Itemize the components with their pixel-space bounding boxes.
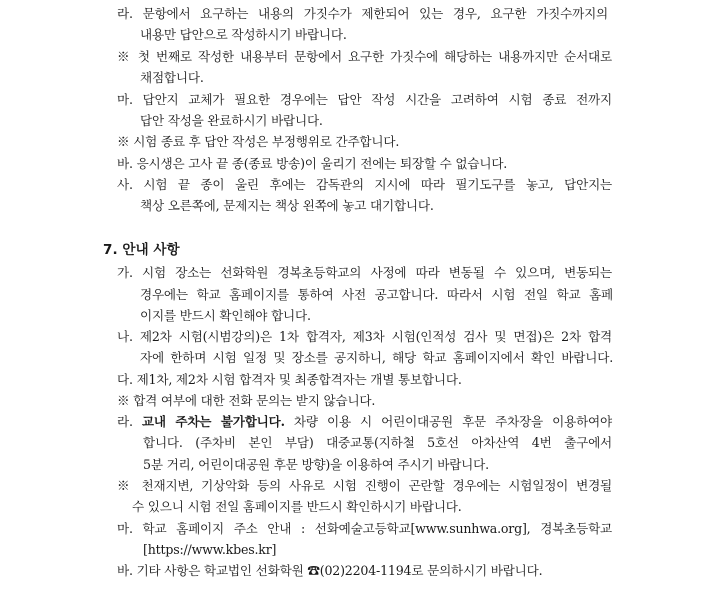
s7-ma-line1: 마. 학교 홈페이지 주소 안내 : 선화예술고등학교[www.sunhwa.org], 경복초등학교 — [117, 521, 612, 536]
s7-note-weather-line1: ※ 천재지변, 기상악화 등의 사유로 시험 진행이 곤란할 경우에는 시험일정이 변경될 — [117, 478, 612, 493]
s7-note-phone: ※ 합격 여부에 대한 전화 문의는 받지 않습니다. — [117, 393, 376, 408]
s7-ga-line3: 이지를 반드시 확인해야 합니다. — [140, 308, 311, 323]
s7-ra-prefix: 라. — [117, 414, 142, 429]
s7-ra-line2: 합니다. (주차비 본인 부담) 대중교통(지하철 5호선 아차산역 4번 출구에서 — [143, 435, 612, 450]
note-cheating: ※ 시험 종료 후 답안 작성은 부정행위로 간주합니다. — [117, 134, 400, 149]
item-ba: 바. 응시생은 고사 끝 종(종료 방송)이 울리기 전에는 퇴장할 수 없습니다. — [117, 156, 508, 171]
item-ma-line2: 답안 작성을 완료하시기 바랍니다. — [140, 113, 323, 128]
s7-ra-line1 — [117, 414, 612, 430]
s7-note-weather-line2: 수 있으니 시험 전일 홈페이지를 반드시 확인하시기 바랍니다. — [132, 499, 462, 514]
s7-ra-line3: 5분 거리, 어린이대공원 후문 방향)을 이용하여 주시기 바랍니다. — [143, 457, 489, 472]
item-ma-line1: 마. 답안지 교체가 필요한 경우에는 답안 작성 시간을 고려하여 시험 종료 전까지 — [117, 92, 612, 107]
s7-ba: 바. 기타 사항은 학교법인 선화학원 ☎(02)2204-1194로 문의하시기 바랍니다. — [117, 563, 543, 578]
item-sa-line1: 사. 시험 끝 종이 울린 후에는 감독관의 지시에 따라 필기도구를 놓고, 답안지는 — [117, 177, 612, 192]
section-heading: 7. 안내 사항 — [103, 242, 180, 258]
s7-da: 다. 제1차, 제2차 시험 합격자 및 최종합격자는 개별 통보합니다. — [117, 372, 462, 387]
item-sa-line2: 책상 오른쪽에, 문제지는 책상 왼쪽에 놓고 대기합니다. — [140, 198, 434, 213]
s7-ra-bold: 교내 주차는 불가합니다. — [141, 414, 285, 429]
s7-ra-rest: 차량 이용 시 어린이대공원 후문 주차장을 이용하여야 — [284, 414, 612, 429]
s7-ga-line1: 가. 시험 장소는 선화학원 경복초등학교의 사정에 따라 변동될 수 있으며, 변동되는 — [117, 265, 612, 280]
s7-na-line1: 나. 제2차 시험(시범강의)은 1차 합격자, 제3차 시험(인적성 검사 및 면접)은 2차 합격 — [117, 329, 612, 344]
s7-ma-line2: [https://www.kbes.kr] — [143, 542, 277, 557]
item-ra-line1: 라. 문항에서 요구하는 내용의 가짓수가 제한되어 있는 경우, 요구한 가짓수까지의 — [117, 6, 608, 21]
s7-na-line2: 자에 한하며 시험 일정 및 장소를 공지하니, 해당 학교 홈페이지에서 확인 바랍니다. — [140, 350, 613, 365]
s7-ga-line2: 경우에는 학교 홈페이지를 통하여 사전 공고합니다. 따라서 시험 전일 학교 홈페 — [140, 287, 613, 302]
item-ra-line2: 내용만 답안으로 작성하시기 바랍니다. — [140, 27, 347, 42]
note-line1: ※ 첫 번째로 작성한 내용부터 문항에서 요구한 가짓수에 해당하는 내용까지만 순서대로 — [117, 49, 612, 64]
note-line2: 채점합니다. — [140, 70, 204, 85]
